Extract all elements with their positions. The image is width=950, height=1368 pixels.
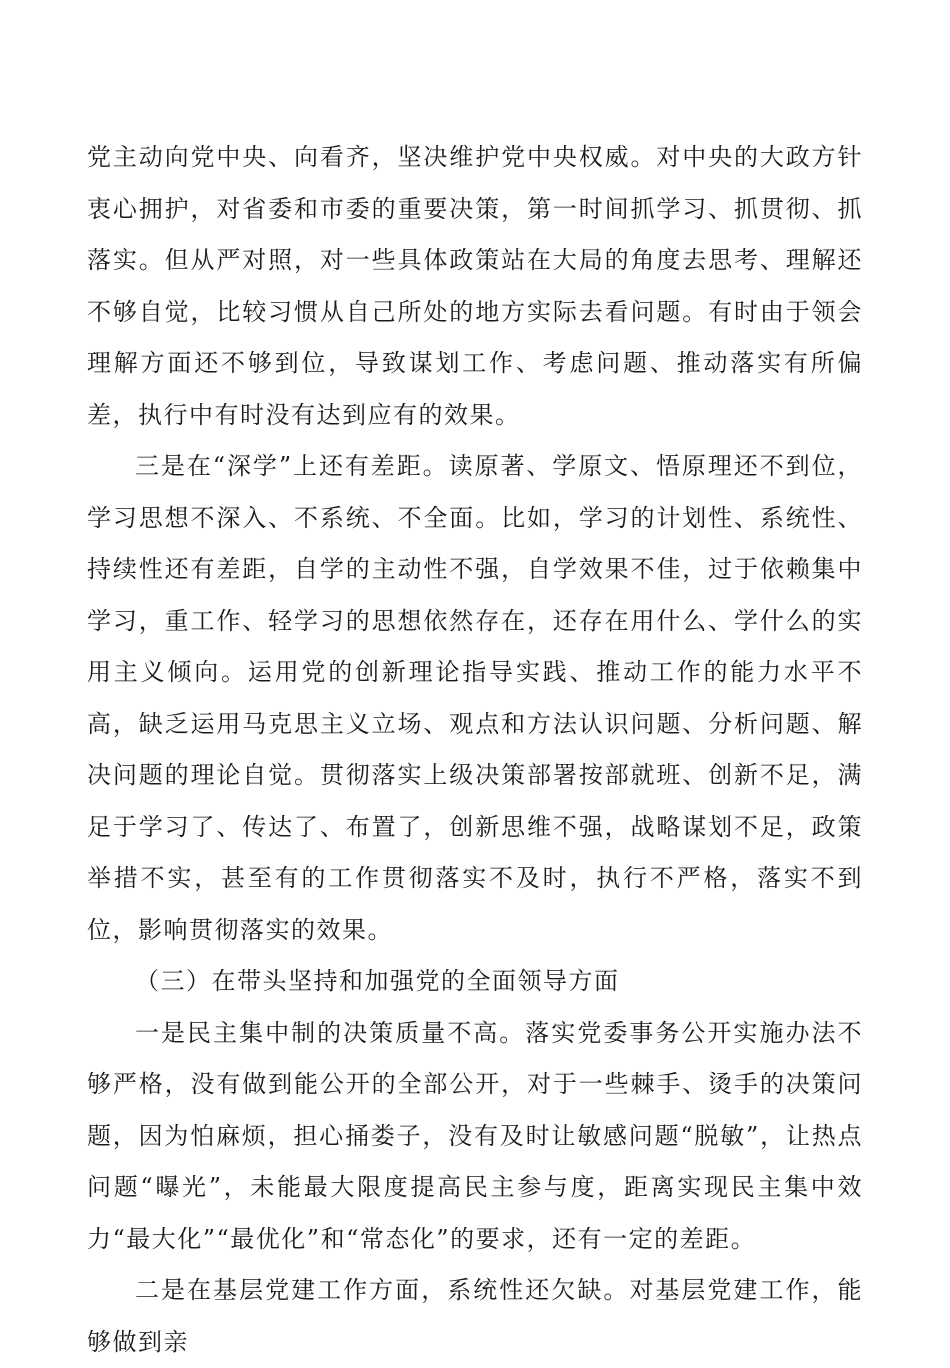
paragraph-continuation: 党主动向党中央、向看齐，坚决维护党中央权威。对中央的大政方针衷心拥护，对省委和市委的重要决策，第一时间抓学习、抓贯彻、抓落实。但从严对照，对一些具体政策站在大局的角度去思考、理解还不够自觉，比较习惯从自己所处的地方实际去看问题。有时由于领会理解方面还不够到位，导致谋划工作、考虑问题、推动落实有所偏差，执行中有时没有达到应有的效果。 bbox=[87, 143, 863, 429]
section-heading: （三）在带头坚持和加强党的全面领导方面 bbox=[135, 967, 620, 995]
paragraph-grassroots-party: 二是在基层党建工作方面，系统性还欠缺。对基层党建工作，能够做到亲 bbox=[87, 1276, 863, 1356]
paragraph-democratic-centralism: 一是民主集中制的决策质量不高。落实党委事务公开实施办法不够严格，没有做到能公开的全部公开，对于一些棘手、烫手的决策问题，因为怕麻烦，担心捅娄子，没有及时让敏感问题“脱敏”，让热点问题“曝光”，未能最大限度提高民主参与度，距离实现民主集中效力“最大化”“最优化”和“常态化”的要求，还有一定的差距。 bbox=[87, 1018, 863, 1253]
paragraph-study-gap: 三是在“深学”上还有差距。读原著、学原文、悟原理还不到位，学习思想不深入、不系统、不全面。比如，学习的计划性、系统性、持续性还有差距，自学的主动性不强，自学效果不佳，过于依赖集中学习，重工作、轻学习的思想依然存在，还存在用什么、学什么的实用主义倾向。运用党的创新理论指导实践、推动工作的能力水平不高，缺乏运用马克思主义立场、观点和方法认识问题、分析问题、解决问题的理论自觉。贯彻落实上级决策部署按部就班、创新不足，满足于学习了、传达了、布置了，创新思维不强，战略谋划不足，政策举措不实，甚至有的工作贯彻落实不及时，执行不严格，落实不到位，影响贯彻落实的效果。 bbox=[87, 452, 863, 944]
document-body bbox=[87, 132, 863, 1368]
